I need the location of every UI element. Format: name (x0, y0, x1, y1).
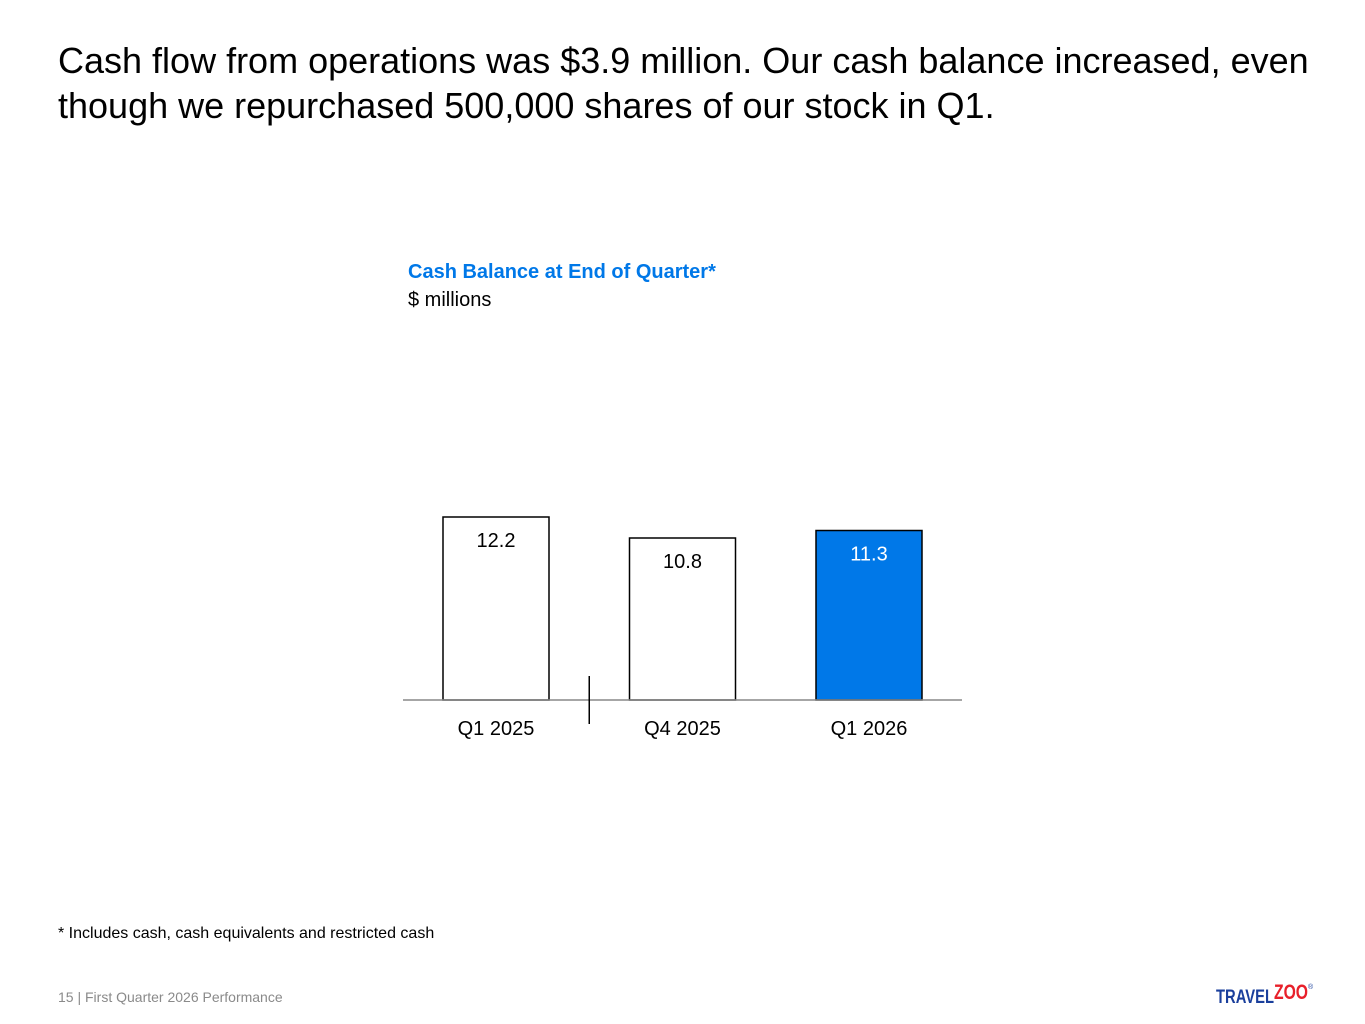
logo-travel-text: TRAVEL (1216, 987, 1275, 1008)
chart-subtitle: $ millions (408, 289, 492, 311)
logo-registered-mark: ® (1308, 984, 1314, 991)
slide-headline: Cash flow from operations was $3.9 million. Our cash balance increased, even though we repurchased 500,000 shares of our stock in Q1. (58, 40, 1309, 126)
chart-title: Cash Balance at End of Quarter* (408, 261, 716, 283)
category-label: Q1 2026 (830, 718, 908, 740)
category-label: Q1 2025 (457, 718, 535, 740)
page-number: 15 (58, 989, 74, 1005)
data-label: 11.3 (850, 543, 888, 566)
logo-zoo-text: ZOO (1274, 981, 1308, 1004)
footnote: * Includes cash, cash equivalents and restricted cash (58, 925, 435, 942)
data-label: 10.8 (663, 551, 702, 573)
footer-text: First Quarter 2026 Performance (85, 989, 283, 1005)
footer (58, 988, 283, 1006)
footer-separator: | (77, 989, 82, 1005)
data-label: 12.2 (476, 530, 516, 552)
category-label: Q4 2025 (644, 718, 721, 740)
travelzoo-logo (1214, 980, 1314, 1008)
